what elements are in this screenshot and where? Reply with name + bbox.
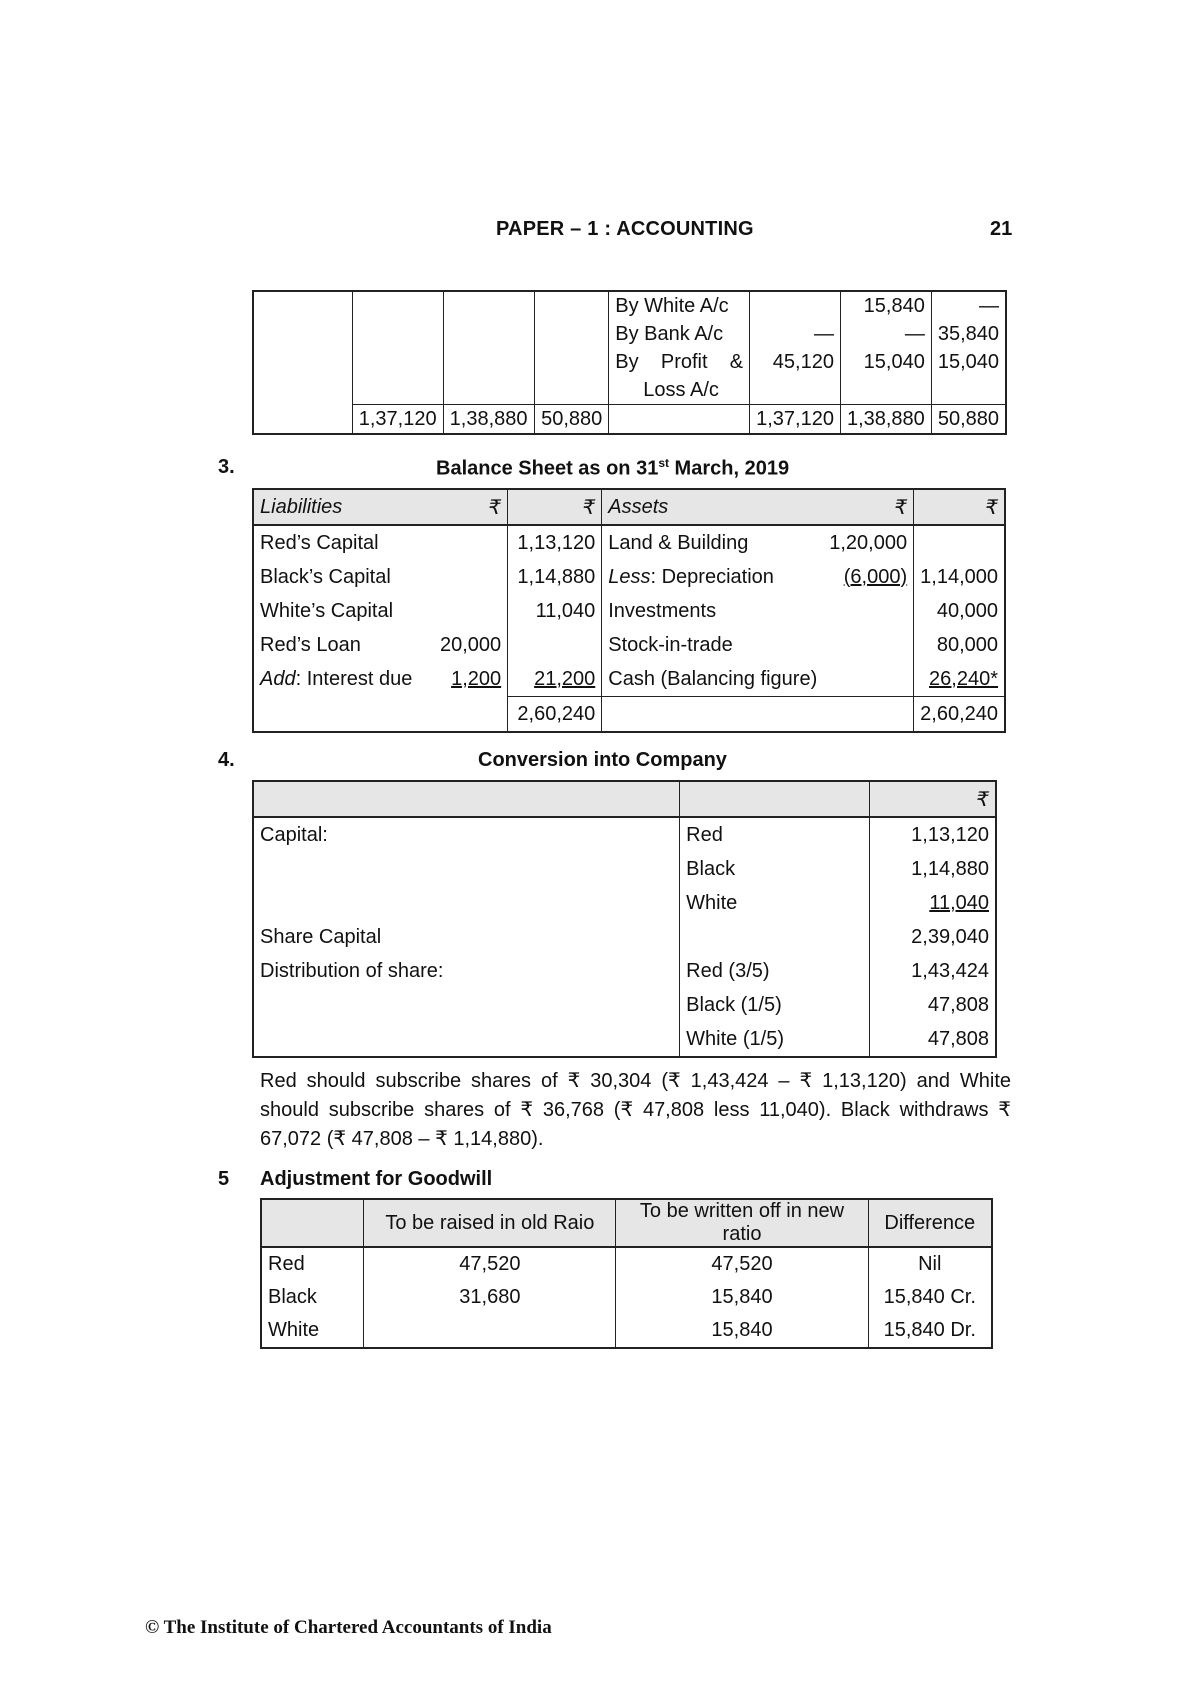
title-prefix: Balance Sheet as on 31 bbox=[436, 457, 659, 480]
section-title bbox=[436, 456, 789, 481]
liability-label: White’s Capital bbox=[260, 599, 394, 622]
label-rest: : Interest due bbox=[295, 667, 413, 690]
asset-amount: 80,000 bbox=[914, 628, 1005, 662]
asset-label bbox=[602, 560, 824, 594]
conversion-label bbox=[253, 1022, 680, 1057]
liability-sub: 20,000 bbox=[432, 628, 508, 662]
blank-cell bbox=[432, 697, 508, 733]
ledger-total: 1,38,880 bbox=[840, 405, 931, 435]
ledger-total: 1,37,120 bbox=[352, 405, 443, 435]
ledger-amount: 15,040 bbox=[840, 348, 931, 405]
asset-sub bbox=[823, 628, 913, 662]
explanation-paragraph: Red should subscribe shares of ₹ 30,304 (₹ 1,43,424 – ₹ 1,13,120) and White should subscribe shares of ₹ 36,768 (₹ 47,808 less 11,040). Black withdraws ₹ 67,072 (₹ 47,808 – ₹ 1,14,880). bbox=[260, 1070, 1011, 1150]
table-row bbox=[253, 886, 996, 920]
asset-amount: 1,14,000 bbox=[914, 560, 1005, 594]
liability-label: Red’s Loan bbox=[260, 633, 361, 656]
conversion-amount: 1,43,424 bbox=[869, 954, 996, 988]
balance-sheet-table bbox=[252, 488, 1006, 733]
liability-sub bbox=[432, 525, 508, 560]
conversion-name: White bbox=[680, 886, 869, 920]
ledger-amount: 15,040 bbox=[931, 348, 1006, 405]
blank-cell bbox=[253, 697, 432, 733]
header-blank bbox=[680, 781, 869, 817]
conversion-name: Black (1/5) bbox=[680, 988, 869, 1022]
conversion-amount: 11,040 bbox=[869, 886, 996, 920]
ledger-total: 50,880 bbox=[931, 405, 1006, 435]
conversion-table bbox=[252, 780, 997, 1058]
assets-header: Assets bbox=[602, 489, 824, 525]
conversion-amount: 47,808 bbox=[869, 1022, 996, 1057]
total-liabilities: 2,60,240 bbox=[508, 697, 602, 733]
asset-amount: 40,000 bbox=[914, 594, 1005, 628]
asset-label: Stock-in-trade bbox=[608, 633, 733, 656]
raised-amount bbox=[364, 1314, 616, 1348]
raised-amount: 31,680 bbox=[364, 1281, 616, 1314]
asset-label: Land & Building bbox=[608, 531, 749, 554]
asset-amount: 26,240* bbox=[914, 662, 1005, 697]
goodwill-table bbox=[260, 1198, 993, 1349]
table-row bbox=[261, 1247, 992, 1281]
ledger-total: 1,37,120 bbox=[750, 405, 841, 435]
rupee-header: ₹ bbox=[914, 489, 1005, 525]
ledger-amount: — bbox=[750, 320, 841, 348]
difference: 15,840 Dr. bbox=[868, 1314, 992, 1348]
partner-name: White bbox=[261, 1314, 364, 1348]
written-amount: 47,520 bbox=[616, 1247, 868, 1281]
page-number: 21 bbox=[990, 218, 1013, 240]
column-header: To be written off in new ratio bbox=[616, 1199, 868, 1247]
ledger-amount: — bbox=[840, 320, 931, 348]
section-number: 3. bbox=[218, 456, 235, 478]
conversion-label: Share Capital bbox=[253, 920, 680, 954]
asset-sub bbox=[823, 662, 913, 697]
table-row bbox=[253, 852, 996, 886]
title-superscript: st bbox=[658, 456, 669, 470]
ledger-total: 50,880 bbox=[534, 405, 609, 435]
conversion-amount: 1,13,120 bbox=[869, 817, 996, 852]
conversion-label bbox=[253, 852, 680, 886]
table-row bbox=[261, 1281, 992, 1314]
table-row bbox=[253, 291, 1006, 320]
liability-amount: 1,14,880 bbox=[508, 560, 602, 594]
ledger-particulars: By Bank A/c bbox=[609, 320, 750, 348]
ledger-blank-cell bbox=[352, 291, 443, 405]
table-header-row bbox=[253, 781, 996, 817]
difference: 15,840 Cr. bbox=[868, 1281, 992, 1314]
conversion-label bbox=[253, 886, 680, 920]
liability-label: Black’s Capital bbox=[260, 565, 391, 588]
table-row bbox=[253, 560, 1005, 594]
conversion-name: White (1/5) bbox=[680, 1022, 869, 1057]
written-amount: 15,840 bbox=[616, 1281, 868, 1314]
asset-sub: (6,000) bbox=[823, 560, 913, 594]
partner-name: Red bbox=[261, 1247, 364, 1281]
table-row bbox=[253, 954, 996, 988]
conversion-label: Distribution of share: bbox=[253, 954, 680, 988]
liability-sub bbox=[432, 560, 508, 594]
rupee-header: ₹ bbox=[823, 489, 913, 525]
ledger-amount: 15,840 bbox=[840, 291, 931, 320]
section-number: 5 bbox=[218, 1168, 230, 1190]
liability-sub bbox=[432, 594, 508, 628]
conversion-amount: 1,14,880 bbox=[869, 852, 996, 886]
rupee-header: ₹ bbox=[432, 489, 508, 525]
ledger-continuation-table bbox=[252, 290, 1007, 435]
liability-sub: 1,200 bbox=[432, 662, 508, 697]
asset-sub bbox=[823, 594, 913, 628]
table-row bbox=[261, 1314, 992, 1348]
liability-label bbox=[253, 662, 432, 697]
table-row bbox=[253, 1022, 996, 1057]
ledger-particulars-line: By Profit & bbox=[615, 351, 744, 373]
ledger-blank-cell bbox=[253, 405, 352, 435]
liability-amount bbox=[508, 628, 602, 662]
ledger-amount: — bbox=[931, 291, 1006, 320]
section-title: Adjustment for Goodwill bbox=[260, 1168, 493, 1190]
conversion-name bbox=[680, 920, 869, 954]
ledger-total-row bbox=[253, 405, 1006, 435]
liability-amount: 21,200 bbox=[508, 662, 602, 697]
section-number: 4. bbox=[218, 749, 235, 771]
column-header: To be raised in old Raio bbox=[364, 1199, 616, 1247]
difference: Nil bbox=[868, 1247, 992, 1281]
ledger-blank-cell bbox=[253, 291, 352, 405]
column-header bbox=[261, 1199, 364, 1247]
title-suffix: March, 2019 bbox=[669, 457, 790, 480]
footer-copyright: © The Institute of Chartered Accountants of India bbox=[145, 1617, 552, 1638]
partner-name: Black bbox=[261, 1281, 364, 1314]
ledger-amount: 45,120 bbox=[750, 348, 841, 405]
asset-amount bbox=[914, 525, 1005, 560]
liability-label: Red’s Capital bbox=[260, 531, 379, 554]
liability-amount: 11,040 bbox=[508, 594, 602, 628]
ledger-particulars bbox=[609, 348, 750, 405]
liability-amount: 1,13,120 bbox=[508, 525, 602, 560]
table-row bbox=[253, 662, 1005, 697]
table-header-row bbox=[261, 1199, 992, 1247]
blank-cell bbox=[602, 697, 824, 733]
table-row bbox=[253, 628, 1005, 662]
ledger-blank-cell bbox=[443, 291, 534, 405]
conversion-name: Red bbox=[680, 817, 869, 852]
asset-sub: 1,20,000 bbox=[823, 525, 913, 560]
page-header-title: PAPER – 1 : ACCOUNTING bbox=[496, 218, 754, 240]
section-title: Conversion into Company bbox=[478, 749, 727, 771]
conversion-label bbox=[253, 988, 680, 1022]
rupee-header: ₹ bbox=[869, 781, 996, 817]
written-amount: 15,840 bbox=[616, 1314, 868, 1348]
total-assets: 2,60,240 bbox=[914, 697, 1005, 733]
asset-label: Investments bbox=[608, 599, 717, 622]
table-row bbox=[253, 920, 996, 954]
conversion-amount: 47,808 bbox=[869, 988, 996, 1022]
ledger-particulars: By White A/c bbox=[609, 291, 750, 320]
label-italic: Add bbox=[260, 667, 296, 690]
conversion-amount: 2,39,040 bbox=[869, 920, 996, 954]
conversion-name: Black bbox=[680, 852, 869, 886]
table-row bbox=[253, 525, 1005, 560]
ledger-amount: 35,840 bbox=[931, 320, 1006, 348]
table-row bbox=[253, 594, 1005, 628]
conversion-label: Capital: bbox=[253, 817, 680, 852]
blank-cell bbox=[823, 697, 913, 733]
label-rest: : Depreciation bbox=[650, 565, 774, 588]
ledger-total: 1,38,880 bbox=[443, 405, 534, 435]
ledger-blank-cell bbox=[609, 405, 750, 435]
liabilities-header: Liabilities bbox=[253, 489, 432, 525]
rupee-header: ₹ bbox=[508, 489, 602, 525]
conversion-name: Red (3/5) bbox=[680, 954, 869, 988]
raised-amount: 47,520 bbox=[364, 1247, 616, 1281]
table-row bbox=[253, 817, 996, 852]
ledger-particulars-line: Loss A/c bbox=[643, 379, 719, 401]
label-italic: Less bbox=[608, 565, 651, 588]
column-header: Difference bbox=[868, 1199, 992, 1247]
ledger-blank-cell bbox=[534, 291, 609, 405]
table-row bbox=[253, 988, 996, 1022]
table-header-row bbox=[253, 489, 1005, 525]
balance-sheet-total-row bbox=[253, 697, 1005, 733]
ledger-amount bbox=[750, 291, 841, 320]
asset-label: Cash (Balancing figure) bbox=[608, 667, 818, 690]
header-blank bbox=[253, 781, 680, 817]
